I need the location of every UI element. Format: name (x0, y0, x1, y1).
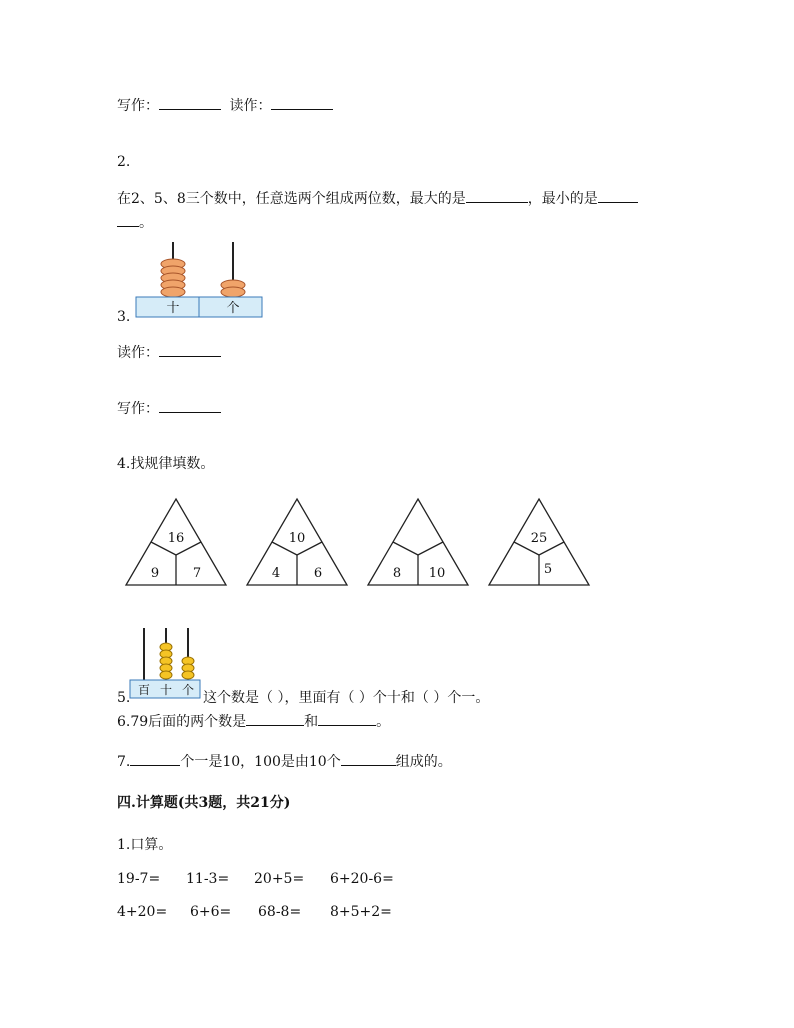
q2-text-b: ，最小的是 (527, 191, 598, 207)
q7-blank-1[interactable] (130, 751, 180, 766)
q2-text-a: 在2、5、8三个数中，任意选两个组成两位数，最大的是 (117, 191, 466, 207)
q3-number: 3. (117, 309, 131, 325)
q4-triangle-4 (487, 497, 593, 589)
math-r1c4: 6+20-6= (330, 871, 394, 887)
q2-question-line (117, 188, 638, 208)
q1-write-blank[interactable] (159, 95, 221, 110)
q2-min-blank-cont[interactable] (117, 212, 139, 227)
q4-t3-left: 8 (392, 566, 402, 581)
q6-text-end: 。 (376, 714, 391, 730)
q2-question-line-2 (117, 212, 153, 232)
q4-t2-top: 10 (288, 531, 306, 546)
q4-t2-left: 4 (271, 566, 281, 581)
section4-q1-title: 1.口算。 (117, 837, 173, 853)
q7-text-a: 7. (117, 754, 131, 770)
q6-line (117, 711, 390, 731)
q4-t1-left: 9 (150, 566, 160, 581)
q4-title: 4.找规律填数。 (117, 456, 215, 472)
q1-write-read-line (117, 95, 333, 115)
q3-read-blank[interactable] (159, 342, 221, 357)
q6-blank-2[interactable] (318, 711, 376, 726)
q2-min-blank[interactable] (598, 188, 638, 203)
math-r2c2: 6+6= (190, 904, 232, 920)
q6-text-b: 和 (304, 714, 319, 730)
q6-blank-1[interactable] (246, 711, 304, 726)
q3-write-line (117, 398, 221, 418)
q4-t4-right: 5 (543, 562, 553, 577)
q5-label-ones: 个 (181, 683, 195, 697)
q6-text-a: 6.79后面的两个数是 (117, 714, 247, 730)
math-r1c1: 19-7= (117, 871, 161, 887)
q2-number: 2. (117, 154, 131, 170)
math-r2c1: 4+20= (117, 904, 168, 920)
q3-write-label: 写作： (117, 401, 159, 417)
q3-abacus-figure (135, 238, 265, 320)
q7-text-c: 组成的。 (395, 754, 452, 770)
q4-t3-right: 10 (428, 566, 446, 581)
q5-text: 这个数是（ ），里面有（ ）个十和（ ）个一。 (203, 690, 490, 706)
q1-read-blank[interactable] (271, 95, 333, 110)
math-r1c2: 11-3= (186, 871, 230, 887)
q4-triangle-2 (245, 497, 351, 589)
q4-triangle-1 (124, 497, 230, 589)
q5-label-tens: 十 (159, 683, 173, 697)
q7-line (117, 751, 452, 771)
q4-t4-top: 25 (530, 531, 548, 546)
math-r2c3: 68-8= (258, 904, 302, 920)
math-r1c3: 20+5= (254, 871, 305, 887)
q3-read-line (117, 342, 221, 362)
q4-triangle-3 (366, 497, 472, 589)
q1-read-label: 读作： (229, 98, 272, 114)
q3-label-ones: 个 (226, 301, 240, 316)
q3-read-label: 读作： (117, 345, 159, 361)
q2-max-blank[interactable] (466, 188, 528, 203)
q3-tens-beads (161, 259, 185, 297)
math-r2c4: 8+5+2= (330, 904, 392, 920)
q5-number: 5. (117, 690, 131, 706)
q3-ones-beads (221, 280, 245, 297)
q5-ones-beads (182, 657, 194, 679)
q7-text-b: 个一是10，100是由10个 (180, 754, 341, 770)
q1-write-label: 写作： (117, 98, 159, 114)
q4-t1-top: 16 (167, 531, 185, 546)
q3-label-tens: 十 (166, 301, 180, 316)
q7-blank-2[interactable] (341, 751, 396, 766)
q5-label-hundreds: 百 (137, 683, 151, 697)
q2-text-end: 。 (139, 215, 153, 231)
q5-tens-beads (160, 643, 172, 679)
q3-write-blank[interactable] (159, 398, 221, 413)
section4-title: 四.计算题(共3题，共21分) (117, 795, 291, 811)
q5-abacus-figure (128, 625, 202, 701)
q4-t2-right: 6 (313, 566, 323, 581)
q4-t1-right: 7 (192, 566, 202, 581)
